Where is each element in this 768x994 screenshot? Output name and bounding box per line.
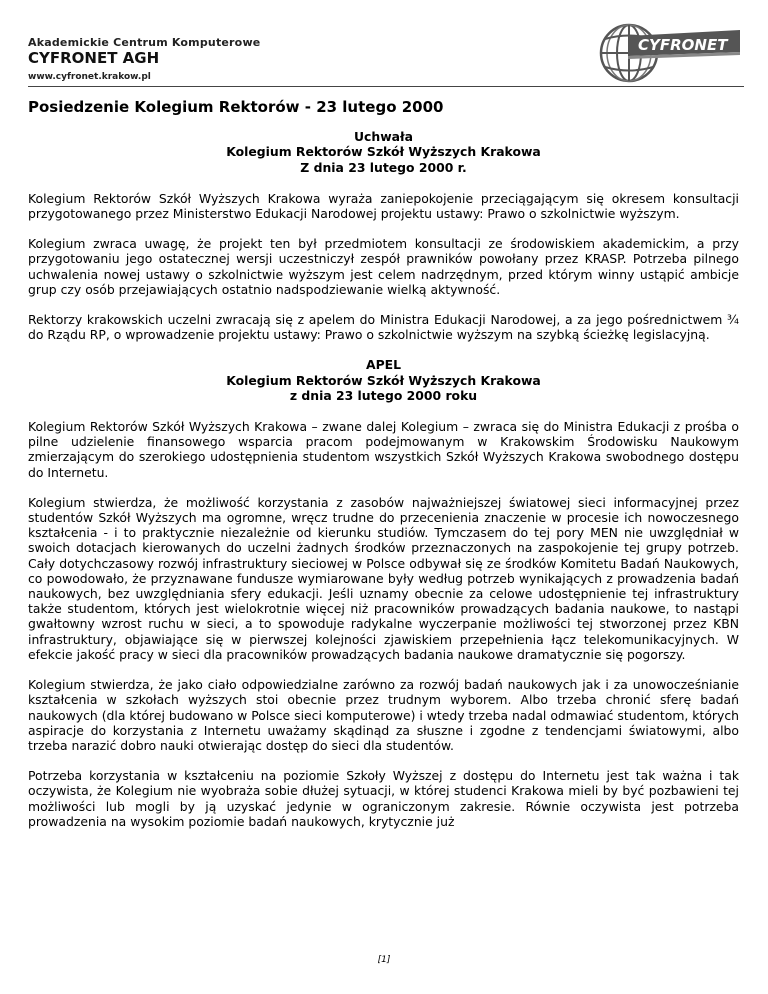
page-title: Posiedzenie Kolegium Rektorów - 23 lutego 2000 [28, 98, 444, 116]
org-name-line1: Akademickie Centrum Komputerowe [28, 36, 261, 49]
paragraph: Rektorzy krakowskich uczelni zwracają się z apelem do Ministra Edukacji Narodowej, a za jego pośrednictwem ¾ do Rządu RP, o wprowadzenie projektu ustawy: Prawo o szkolnictwie wyższym na szybką ścieżkę legislacyjną. [28, 312, 739, 343]
header-divider [28, 86, 744, 87]
uchwala-heading-line: Uchwała [354, 129, 413, 145]
apel-heading-line: APEL [365, 357, 402, 373]
org-url: www.cyfronet.krakow.pl [28, 72, 151, 82]
org-name-line2: CYFRONET AGH [28, 49, 160, 67]
paragraph: Kolegium zwraca uwagę, że projekt ten był przedmiotem konsultacji ze środowiskiem akademickim, a przy przygotowaniu jego ostatecznej wersji uczestniczył zespół prawników powołany przez KRASP. Potrzeba pilnego uchwalenia nowej ustawy o szkolnictwie wyższym jest celem nadrzędnym, przed którym winny ustąpić ambicje grup czy osób przejawiających ostatnio nadspodziewanie wielką aktywność. [28, 236, 739, 297]
cyfronet-logo [598, 22, 744, 84]
paragraph: Kolegium Rektorów Szkół Wyższych Krakowa – zwane dalej Kolegium – zwraca się do Ministra Edukacji z prośba o pilne udzielenie finansowego wsparcia pracom podejmowanym w Krakowskim Środowisku Naukowym zmierzającym do szerokiego udostępnienia studentom wszystkich Szkół Wyższych Krakowa swobodnego dostępu do Internetu. [28, 419, 739, 480]
logo-text: CYFRONET [638, 36, 728, 54]
apel-heading-line: Kolegium Rektorów Szkół Wyższych Krakowa [226, 372, 541, 388]
page-number: [1] [377, 955, 391, 965]
paragraph: Kolegium stwierdza, że jako ciało odpowiedzialne zarówno za rozwój badań naukowych jak i za unowocześnianie kształcenia w szkołach wyższych stoi obecnie przez trudnym wyborem. Albo trzeba chronić sferę badań naukowych (dla której budowano w Polsce sieci komputerowe) i wtedy trzeba nadal odmawiać studentom, których aspiracje do korzystania z Internetu uważamy skądinąd za słuszne i zgodne z tendencjami światowymi, albo trzeba narazić dobro nauki otwierając dostęp do sieci dla studentów. [28, 677, 739, 753]
paragraph: Kolegium stwierdza, że możliwość korzystania z zasobów najważniejszej światowej sieci informacyjnej przez studentów Szkół Wyższych ma ogromne, wręcz trudne do przecenienia znaczenie w procesie ich nowoczesnego kształcenia - i to praktycznie niezależnie od kierunku studiów. Tymczasem do tej pory MEN nie uwzględniał w swoich dotacjach kierowanych do uczelni żadnych środków przeznaczonych na zaspokojenie tej grupy potrzeb. Cały dotychczasowy rozwój infrastruktury sieciowej w Polsce odbywał się ze środków Komitetu Badań Naukowych, co powodowało, że przyznawane fundusze wymiarowane były według potrzeb wynikających z prowadzenia badań naukowych, bez uwzględniania sfery edukacji. Jeśli uznamy obecnie za celowe udostępnienie tej infrastruktury także studentom, których jest wielokrotnie więcej niż pracowników prowadzących badania naukowe, to nastąpi gwałtowny wzrost ruchu w sieci, a to spowoduje radykalne wyczerpanie możliwości tej stworzonej przez KBN infrastruktury, objawiające się w pierwszej kolejności zjawiskiem przepełnienia łącz telekomunikacyjnych. W efekcie jakość pracy w sieci dla pracowników prowadzących badania naukowe dramatycznie się pogorszy. [28, 494, 739, 662]
uchwala-heading-line: Kolegium Rektorów Szkół Wyższych Krakowa [226, 144, 541, 160]
paragraph: Kolegium Rektorów Szkół Wyższych Krakowa wyraża zaniepokojenie przeciągającym się okresem konsultacji przygotowanego przez Ministerstwo Edukacji Narodowej projektu ustawy: Prawo o szkolnictwie wyższym. [28, 190, 739, 222]
page-header [28, 0, 744, 88]
apel-heading [28, 357, 739, 403]
uchwala-heading-line: Z dnia 23 lutego 2000 r. [300, 159, 467, 175]
document-body [28, 100, 739, 844]
apel-heading-line: z dnia 23 lutego 2000 roku [289, 387, 478, 403]
uchwala-heading [28, 129, 739, 175]
paragraph: Potrzeba korzystania w kształceniu na poziomie Szkoły Wyższej z dostępu do Internetu jest tak ważna i tak oczywista, że Kolegium nie wyobraża sobie dłużej sytuacji, w której studenci Krakowa mieli by być pozbawieni tej możliwości lub mogli by ją uzyskać jedynie w ograniczonym zakresie. Równie oczywista jest potrzeba prowadzenia na wysokim poziomie badań naukowych, krytycznie już [28, 768, 739, 829]
